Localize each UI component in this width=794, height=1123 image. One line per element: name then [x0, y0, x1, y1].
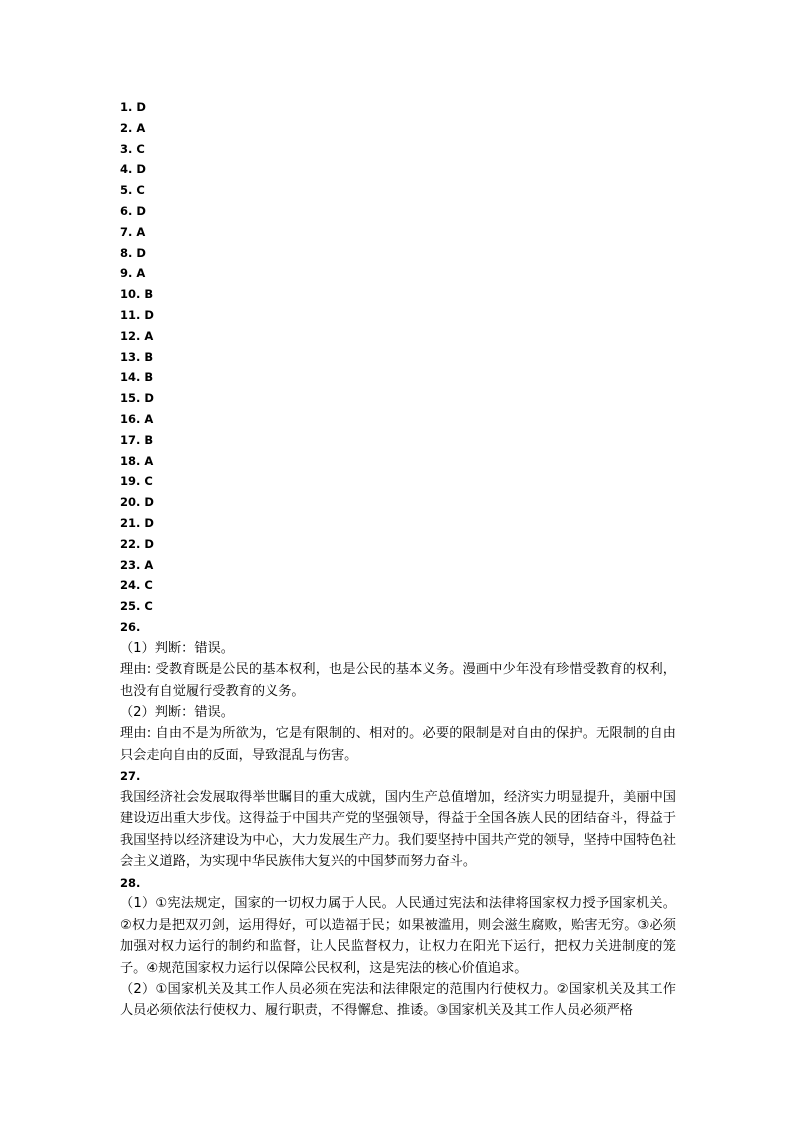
q26-part2-judgement: （2）判断：错误。 — [120, 704, 234, 720]
answer-item: 9. A — [120, 266, 146, 281]
answer-item: 7. A — [120, 224, 146, 239]
answer-item: 11. D — [120, 307, 154, 322]
q27-answer: 我国经济社会发展取得举世瞩目的重大成就，国内生产总值增加，经济实力明显提升，美丽中国建设迈出重大步伐。这得益于中国共产党的坚强领导，得益于全国各族人民的团结奋斗，得益于我国坚持以经济建设为中心，大力发展生产力。我们要坚持中国共产党的领导，坚持中国特色社会主义道路，为实现中华民族伟大复兴的中国梦而努力奋斗。 — [120, 789, 676, 870]
q28-part2: （2）①国家机关及其工作人员必须在宪法和法律限定的范围内行使权力。②国家机关及其工作人员必须依法行使权力、履行职责，不得懈怠、推诿。③国家机关及其工作人员必须严格 — [120, 982, 676, 1019]
q26-part1-judgement: （1）判断：错误。 — [120, 640, 234, 656]
question-28 — [120, 873, 676, 1022]
answer-document — [120, 97, 676, 1022]
answer-item: 25. C — [120, 599, 153, 614]
answer-item: 6. D — [120, 203, 146, 218]
question-26 — [120, 617, 676, 766]
answer-item: 13. B — [120, 349, 154, 364]
answer-item: 12. A — [120, 328, 154, 343]
answer-item: 4. D — [120, 162, 146, 177]
q26-part2-reason: 理由: 自由不是为所欲为，它是有限制的、相对的。必要的限制是对自由的保护。无限制的自由只会走向自由的反面，导致混乱与伤害。 — [120, 726, 676, 763]
answer-item: 18. A — [120, 453, 154, 468]
answer-item: 16. A — [120, 411, 154, 426]
answer-item: 1. D — [120, 100, 146, 114]
answer-item: 8. D — [120, 245, 146, 260]
answer-item: 14. B — [120, 370, 154, 385]
question-number: 26. — [120, 619, 141, 634]
answer-item: 15. D — [120, 391, 154, 406]
answer-list — [120, 97, 676, 617]
answer-item: 2. A — [120, 120, 146, 135]
answer-item: 23. A — [120, 557, 154, 572]
answer-item: 21. D — [120, 515, 154, 530]
answer-item: 24. C — [120, 578, 153, 593]
answer-item: 20. D — [120, 495, 154, 510]
question-number: 28. — [120, 875, 141, 890]
question-27 — [120, 766, 676, 872]
answer-item: 22. D — [120, 536, 154, 551]
answer-item: 17. B — [120, 432, 154, 447]
answer-item: 10. B — [120, 287, 154, 302]
answer-item: 3. C — [120, 141, 145, 156]
answer-item: 5. C — [120, 183, 145, 198]
q28-part1: （1）①宪法规定，国家的一切权力属于人民。人民通过宪法和法律将国家权力授予国家机关。②权力是把双刃剑，运用得好，可以造福于民；如果被滥用，则会滋生腐败，贻害无穷。③必须加强对权力运行的制约和监督，让人民监督权力，让权力在阳光下运行，把权力关进制度的笼子。④规范国家权力运行以保障公民权利，这是宪法的核心价值追求。 — [120, 896, 676, 976]
q26-part1-reason: 理由: 受教育既是公民的基本权利，也是公民的基本义务。漫画中少年没有珍惜受教育的权利，也没有自觉履行受教育的义务。 — [120, 662, 676, 699]
question-number: 27. — [120, 769, 141, 784]
answer-item: 19. C — [120, 474, 153, 489]
